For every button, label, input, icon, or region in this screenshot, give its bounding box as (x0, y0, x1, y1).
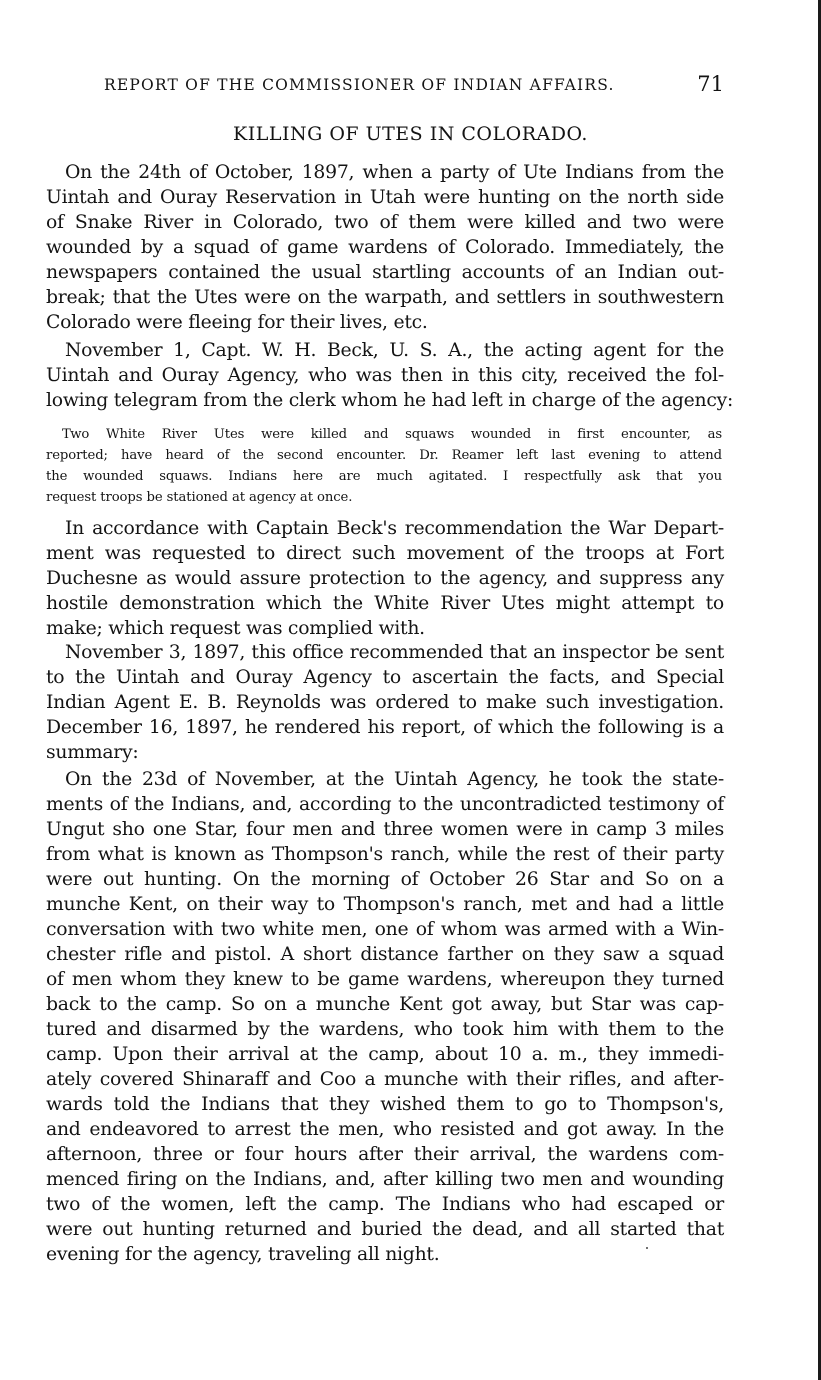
para4-line: December 16, 1897, he rendered his report, of which the following is a (46, 717, 724, 738)
para4-line: summary: (46, 742, 139, 763)
para4-line: November 3, 1897, this office recommended that an inspector be sent (65, 642, 724, 663)
para4-line: to the Uintah and Ouray Agency to ascertain the facts, and Special (46, 667, 724, 688)
para2-line: November 1, Capt. W. H. Beck, U. S. A., the acting agent for the (65, 340, 724, 361)
para5-line: were out hunting. On the morning of October 26 Star and So on a (46, 869, 724, 890)
para5-line: ately covered Shinaraff and Coo a munche with their rifles, and after- (46, 1069, 724, 1090)
telegram-line: reported; have heard of the second encounter. Dr. Reamer left last evening to attend (46, 448, 722, 463)
para5-line: menced firing on the Indians, and, after killing two men and wounding (46, 1169, 724, 1190)
para5-line: ments of the Indians, and, according to the uncontradicted testimony of (46, 794, 724, 815)
ink-speck (646, 1247, 648, 1249)
para3-line: In accordance with Captain Beck's recommendation the War Depart- (65, 518, 724, 539)
para5-line: tured and disarmed by the wardens, who took him with them to the (46, 1019, 724, 1040)
para3-line: hostile demonstration which the White River Utes might attempt to (46, 593, 724, 614)
para1-line: Uintah and Ouray Reservation in Utah were hunting on the north side (46, 187, 724, 208)
para5-line: munche Kent, on their way to Thompson's ranch, met and had a little (46, 894, 724, 915)
telegram-line: the wounded squaws. Indians here are much agitated. I respectfully ask that you (46, 469, 722, 484)
page-header (104, 72, 724, 102)
para1-line: On the 24th of October, 1897, when a party of Ute Indians from the (65, 162, 724, 183)
para5-line: On the 23d of November, at the Uintah Agency, he took the state- (65, 769, 724, 790)
para5-line: from what is known as Thompson's ranch, while the rest of their party (46, 844, 724, 865)
para5-line: two of the women, left the camp. The Indians who had escaped or (46, 1194, 724, 1215)
para5-line: conversation with two white men, one of whom was armed with a Win- (46, 919, 724, 940)
para5-line: chester rifle and pistol. A short distance farther on they saw a squad (46, 944, 724, 965)
para2-line: lowing telegram from the clerk whom he had left in charge of the agency: (46, 390, 734, 411)
para3-line: make; which request was complied with. (46, 618, 425, 639)
para3-line: ment was requested to direct such movement of the troops at Fort (46, 543, 724, 564)
para5-line: Ungut sho one Star, four men and three women were in camp 3 miles (46, 819, 724, 840)
para5-line: of men whom they knew to be game wardens, whereupon they turned (46, 969, 724, 990)
para5-line: wards told the Indians that they wished them to go to Thompson's, (46, 1094, 724, 1115)
para5-line: and endeavored to arrest the men, who resisted and got away. In the (46, 1119, 724, 1140)
running-head: REPORT OF THE COMMISSIONER OF INDIAN AFFAIRS. (104, 76, 615, 94)
para1-line: wounded by a squad of game wardens of Colorado. Immediately, the (46, 237, 724, 258)
page-number: 71 (697, 72, 724, 96)
para4-line: Indian Agent E. B. Reynolds was ordered to make such investigation. (46, 692, 724, 713)
para1-line: Colorado were fleeing for their lives, etc. (46, 312, 428, 333)
para5-line: camp. Upon their arrival at the camp, about 10 a. m., they immedi- (46, 1044, 724, 1065)
para5-line: afternoon, three or four hours after their arrival, the wardens com- (46, 1144, 724, 1165)
para5-line: evening for the agency, traveling all night. (46, 1244, 440, 1265)
telegram-line: request troops be stationed at agency at once. (46, 490, 353, 505)
para1-line: break; that the Utes were on the warpath, and settlers in southwestern (46, 287, 724, 308)
para5-line: were out hunting returned and buried the dead, and all started that (46, 1219, 724, 1240)
telegram-line: Two White River Utes were killed and squaws wounded in first encounter, as (62, 427, 722, 442)
para3-line: Duchesne as would assure protection to the agency, and suppress any (46, 568, 724, 589)
para1-line: of Snake River in Colorado, two of them were killed and two were (46, 212, 724, 233)
section-title: KILLING OF UTES IN COLORADO. (233, 123, 588, 145)
para1-line: newspapers contained the usual startling accounts of an Indian out- (46, 262, 724, 283)
para5-line: back to the camp. So on a munche Kent got away, but Star was cap- (46, 994, 724, 1015)
para2-line: Uintah and Ouray Agency, who was then in this city, received the fol- (46, 365, 724, 386)
